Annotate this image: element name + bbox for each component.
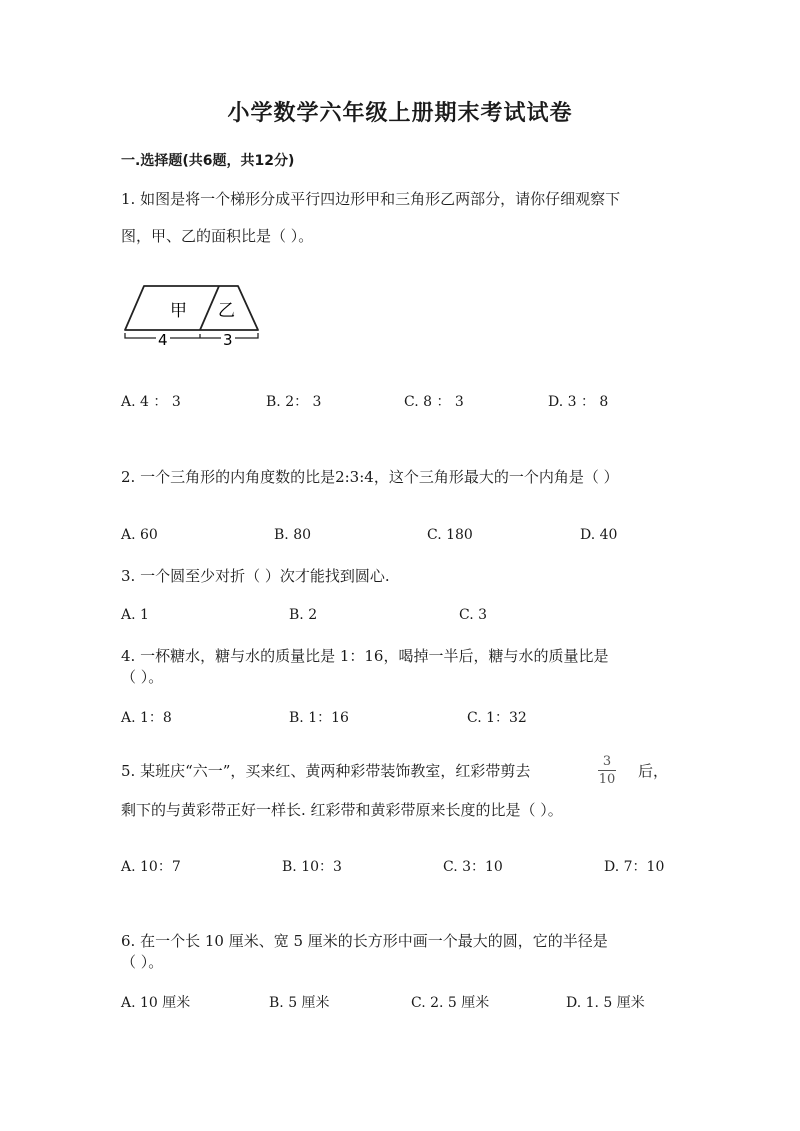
question-4-text-line1: 4. 一杯糖水，糖与水的质量比是 1：16，喝掉一半后，糖与水的质量比是 bbox=[121, 647, 609, 665]
q6-option-c[interactable]: C. 2. 5 厘米 bbox=[411, 995, 490, 1011]
fraction-bar bbox=[598, 770, 616, 771]
question-6-text-line1: 6. 在一个长 10 厘米、宽 5 厘米的长方形中画一个最大的圆，它的半径是 bbox=[121, 932, 608, 950]
q2-option-b[interactable]: B. 80 bbox=[274, 527, 312, 543]
q5-option-a[interactable]: A. 10：7 bbox=[121, 859, 181, 875]
q1-option-a[interactable]: A. 4 ： 3 bbox=[121, 394, 181, 410]
q3-option-b[interactable]: B. 2 bbox=[289, 607, 318, 623]
q4-option-b[interactable]: B. 1：16 bbox=[289, 710, 349, 726]
q2-option-d[interactable]: D. 40 bbox=[580, 527, 618, 543]
q1-option-b[interactable]: B. 2： 3 bbox=[266, 394, 322, 410]
fraction-denominator: 10 bbox=[598, 772, 616, 787]
question-5-text-line1b: 后， bbox=[638, 762, 669, 780]
q6-option-b[interactable]: B. 5 厘米 bbox=[269, 995, 330, 1011]
q5-option-b[interactable]: B. 10：3 bbox=[282, 859, 342, 875]
question-2-text: 2. 一个三角形的内角度数的比是2:3:4，这个三角形最大的一个内角是（ ） bbox=[121, 468, 619, 486]
question-1-text-line2: 图，甲、乙的面积比是（ ）。 bbox=[121, 227, 314, 245]
section-heading: 一.选择题(共6题，共12分) bbox=[121, 153, 295, 169]
question-3-text: 3. 一个圆至少对折（ ）次才能找到圆心. bbox=[121, 567, 390, 585]
q1-option-d[interactable]: D. 3 ： 8 bbox=[548, 394, 609, 410]
question-6-text-line2: （ ）。 bbox=[121, 953, 164, 971]
question-5-text-line1a: 5. 某班庆“六一”，买来红、黄两种彩带装饰教室，红彩带剪去 bbox=[121, 762, 531, 780]
q5-option-c[interactable]: C. 3：10 bbox=[443, 859, 503, 875]
q6-option-a[interactable]: A. 10 厘米 bbox=[121, 995, 191, 1011]
q3-option-a[interactable]: A. 1 bbox=[121, 607, 149, 623]
q2-option-c[interactable]: C. 180 bbox=[427, 527, 473, 543]
fraction-numerator: 3 bbox=[602, 754, 612, 769]
q4-option-c[interactable]: C. 1：32 bbox=[467, 710, 527, 726]
figure-length-4: 4 bbox=[158, 331, 168, 349]
fraction-three-tenths bbox=[598, 754, 616, 787]
trapezoid-figure bbox=[118, 278, 268, 350]
q2-option-a[interactable]: A. 60 bbox=[121, 527, 158, 543]
page-title: 小学数学六年级上册期末考试试卷 bbox=[227, 101, 573, 126]
question-4-text-line2: （ ）。 bbox=[121, 668, 164, 686]
question-5-text-line2: 剩下的与黄彩带正好一样长. 红彩带和黄彩带原来长度的比是（ ）。 bbox=[121, 801, 563, 819]
figure-length-3: 3 bbox=[223, 331, 233, 349]
q3-option-c[interactable]: C. 3 bbox=[459, 607, 488, 623]
q5-option-d[interactable]: D. 7：10 bbox=[604, 859, 665, 875]
q1-option-c[interactable]: C. 8 ： 3 bbox=[404, 394, 464, 410]
question-1-text-line1: 1. 如图是将一个梯形分成平行四边形甲和三角形乙两部分，请你仔细观察下 bbox=[121, 190, 621, 208]
q4-option-a[interactable]: A. 1：8 bbox=[121, 710, 172, 726]
figure-label-yi: 乙 bbox=[218, 301, 235, 321]
figure-label-jia: 甲 bbox=[170, 301, 187, 321]
q6-option-d[interactable]: D. 1. 5 厘米 bbox=[566, 995, 645, 1011]
